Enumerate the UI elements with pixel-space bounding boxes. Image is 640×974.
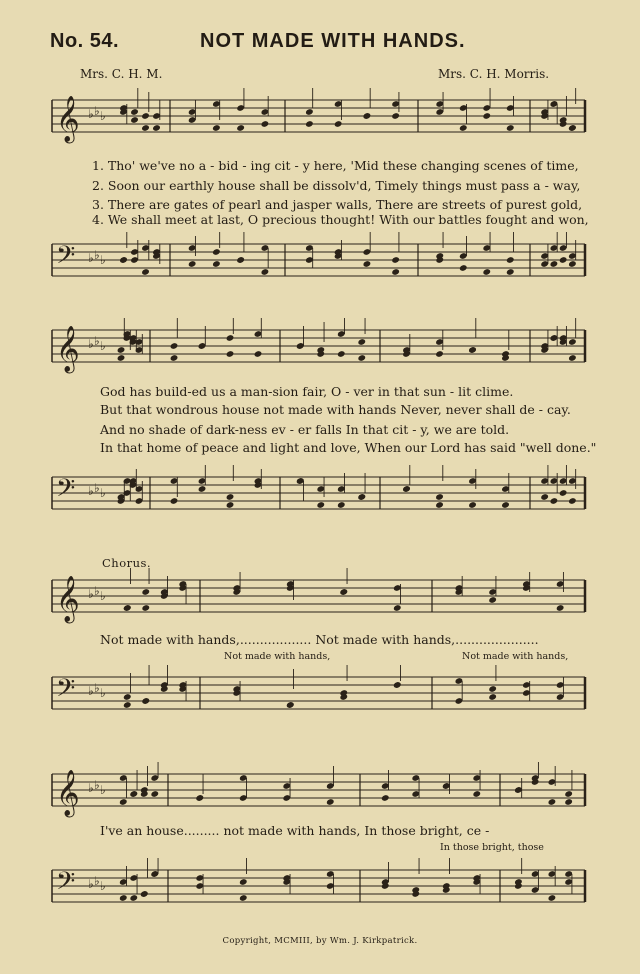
verse-4-line-1: 4. We shall meet at last, O precious thought! With our battles fought and won, (92, 212, 589, 227)
notehead (568, 497, 577, 505)
notehead (170, 497, 179, 505)
notehead (130, 108, 139, 116)
notehead (123, 604, 132, 612)
notehead (119, 256, 128, 264)
notehead (239, 894, 248, 902)
treble-clef-icon: 𝄞 (56, 326, 80, 372)
notehead (117, 346, 126, 354)
notehead (506, 268, 515, 276)
notehead (468, 346, 477, 354)
flat-icon: ♭ (94, 874, 100, 888)
notehead (559, 489, 568, 497)
notehead (334, 120, 343, 128)
treble-clef-icon: 𝄞 (56, 96, 80, 142)
flat-icon: ♭ (100, 486, 106, 500)
flat-icon: ♭ (94, 104, 100, 118)
verse-1-line-1: 1. Tho' we've no a - bid - ing cit - y here, 'Mid these changing scenes of time, (92, 158, 579, 173)
music-credit: Mrs. C. H. Morris. (438, 67, 550, 81)
notehead (540, 493, 549, 501)
flat-icon: ♭ (94, 681, 100, 695)
notehead (357, 493, 366, 501)
notehead (488, 596, 497, 604)
notehead (548, 894, 557, 902)
flat-icon: ♭ (88, 684, 94, 698)
bass-staff-chorus-2 (0, 858, 640, 928)
notehead (459, 264, 468, 272)
flat-icon: ♭ (94, 584, 100, 598)
notehead (381, 794, 390, 802)
notehead (482, 268, 491, 276)
notehead (363, 112, 372, 120)
notehead (568, 124, 577, 132)
bass-staff-system-1 (0, 232, 640, 302)
notehead (337, 350, 346, 358)
verse-3-line-1: 3. There are gates of pearl and jasper walls, There are streets of purest gold, (92, 197, 583, 212)
notehead (506, 256, 515, 264)
notehead (564, 798, 573, 806)
notehead (198, 485, 207, 493)
flat-icon: ♭ (94, 481, 100, 495)
treble-clef-icon: 𝄞 (56, 576, 80, 622)
notehead (488, 693, 497, 701)
notehead (261, 268, 270, 276)
flat-icon: ♭ (88, 484, 94, 498)
flat-icon: ♭ (100, 339, 106, 353)
notehead (141, 124, 150, 132)
flat-icon: ♭ (88, 781, 94, 795)
treble-clef-icon: 𝄞 (56, 770, 80, 816)
notehead (501, 501, 510, 509)
chorus-echo-2: Not made with hands, (462, 651, 569, 662)
flat-icon: ♭ (88, 251, 94, 265)
flat-icon: ♭ (100, 783, 106, 797)
notehead (305, 108, 314, 116)
notehead (459, 124, 468, 132)
words-credit: Mrs. C. H. M. (80, 67, 163, 81)
verse-1-line-2: God has build-ed us a man-sion fair, O - ver in that sun - lit clime. (100, 384, 514, 399)
bass-staff-chorus-1 (0, 665, 640, 735)
hymn-title: NOT MADE WITH HANDS. (200, 30, 466, 52)
bass-staff-system-2 (0, 465, 640, 535)
notehead (472, 790, 481, 798)
notehead (559, 256, 568, 264)
flat-icon: ♭ (100, 686, 106, 700)
flat-icon: ♭ (100, 109, 106, 123)
notehead (482, 112, 491, 120)
copyright-notice: Copyright, MCMIII, by Wm. J. Kirkpatrick. (222, 936, 418, 946)
notehead (316, 501, 325, 509)
chorus-line-2: I've an house......... not made with hands, In those bright, ce - (100, 823, 490, 838)
chorus-line-1: Not made with hands,.................. Not made with hands,..................... (100, 632, 539, 647)
notehead (254, 350, 263, 358)
treble-staff-chorus-1 (0, 568, 640, 628)
notehead (568, 338, 577, 346)
bass-clef-icon: 𝄢 (56, 241, 76, 276)
notehead (129, 894, 138, 902)
flat-icon: ♭ (88, 877, 94, 891)
notehead (236, 256, 245, 264)
notehead (119, 798, 128, 806)
notehead (363, 260, 372, 268)
bass-clef-icon: 𝄢 (56, 867, 76, 902)
notehead (140, 890, 149, 898)
notehead (550, 497, 559, 505)
notehead (152, 124, 161, 132)
chorus-label: Chorus. (102, 556, 152, 570)
notehead (130, 116, 139, 124)
flat-icon: ♭ (100, 253, 106, 267)
notehead (226, 493, 235, 501)
chorus-echo-3: In those bright, those (440, 842, 544, 853)
hymn-number: No. 54. (50, 30, 120, 52)
notehead (488, 685, 497, 693)
flat-icon: ♭ (88, 337, 94, 351)
verse-4-line-2: In that home of peace and light and love, When our Lord has said "well done." (100, 440, 597, 455)
notehead (195, 794, 204, 802)
notehead (141, 268, 150, 276)
flat-icon: ♭ (88, 587, 94, 601)
notehead (188, 260, 197, 268)
notehead (123, 693, 132, 701)
flat-icon: ♭ (88, 107, 94, 121)
notehead (150, 790, 159, 798)
notehead (212, 248, 221, 256)
treble-staff-system-2 (0, 318, 640, 378)
notehead (391, 112, 400, 120)
notehead (286, 701, 295, 709)
notehead (141, 604, 150, 612)
treble-staff-chorus-2 (0, 762, 640, 822)
notehead (550, 260, 559, 268)
notehead (170, 342, 179, 350)
notehead (141, 112, 150, 120)
notehead (339, 588, 348, 596)
flat-icon: ♭ (94, 778, 100, 792)
flat-icon: ♭ (94, 334, 100, 348)
notehead (556, 604, 565, 612)
notehead (435, 501, 444, 509)
verse-3-line-2: And no shade of dark-ness ev - er falls In that cit - y, we are told. (100, 422, 510, 437)
notehead (226, 334, 235, 342)
treble-staff-system-1 (0, 88, 640, 148)
notehead (170, 354, 179, 362)
notehead (129, 790, 138, 798)
verse-2-line-1: 2. Soon our earthly house shall be dissolv'd, Timely things must pass a - way, (92, 178, 581, 193)
notehead (568, 260, 577, 268)
notehead (326, 798, 335, 806)
bass-clef-icon: 𝄢 (56, 474, 76, 509)
notehead (564, 790, 573, 798)
flat-icon: ♭ (100, 589, 106, 603)
notehead (123, 701, 132, 709)
notehead (357, 354, 366, 362)
notehead (402, 485, 411, 493)
notehead (261, 120, 270, 128)
notehead (141, 697, 150, 705)
notehead (435, 350, 444, 358)
notehead (391, 256, 400, 264)
notehead (468, 501, 477, 509)
notehead (435, 493, 444, 501)
notehead (212, 124, 221, 132)
notehead (226, 350, 235, 358)
notehead (119, 894, 128, 902)
notehead (391, 268, 400, 276)
notehead (239, 878, 248, 886)
notehead (117, 354, 126, 362)
notehead (226, 501, 235, 509)
chorus-echo-1: Not made with hands, (224, 651, 331, 662)
notehead (393, 604, 402, 612)
flat-icon: ♭ (100, 879, 106, 893)
notehead (393, 681, 402, 689)
notehead (337, 501, 346, 509)
flat-icon: ♭ (94, 248, 100, 262)
notehead (548, 798, 557, 806)
notehead (357, 338, 366, 346)
notehead (212, 260, 221, 268)
verse-2-line-2: But that wondrous house not made with hands Never, never shall de - cay. (100, 402, 571, 417)
bass-clef-icon: 𝄢 (56, 674, 76, 709)
notehead (305, 120, 314, 128)
notehead (141, 588, 150, 596)
notehead (236, 124, 245, 132)
notehead (506, 124, 515, 132)
notehead (568, 354, 577, 362)
